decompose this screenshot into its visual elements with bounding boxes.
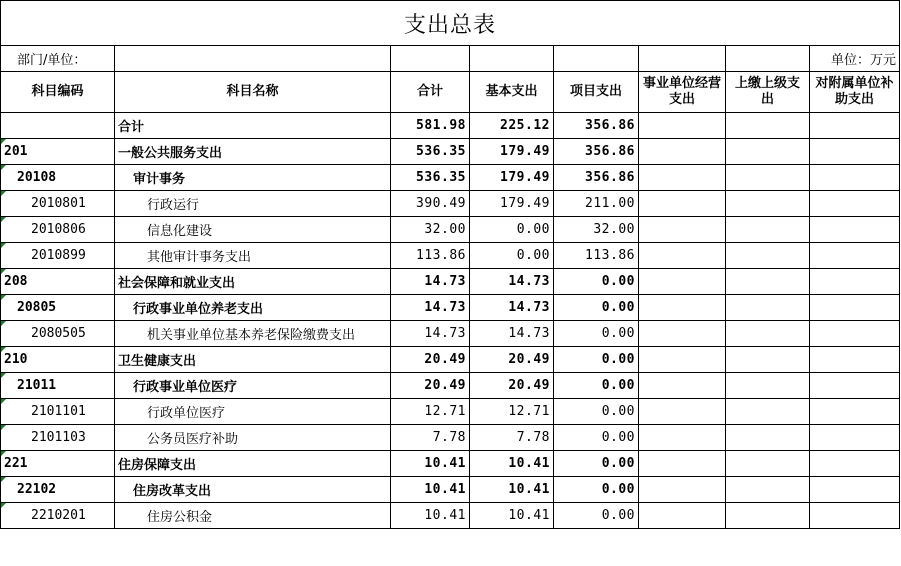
cell-name[interactable]: 其他审计事务支出	[115, 243, 391, 269]
header-code: 科目编码	[1, 72, 115, 113]
cell-name[interactable]: 行政事业单位医疗	[115, 373, 391, 399]
cell-basic[interactable]: 14.73	[470, 269, 554, 295]
cell-basic[interactable]: 12.71	[470, 399, 554, 425]
cell-project[interactable]: 356.86	[554, 165, 639, 191]
cell-business[interactable]	[639, 113, 726, 139]
cell-basic[interactable]: 0.00	[470, 243, 554, 269]
cell-upper[interactable]	[726, 477, 810, 503]
table-row	[1, 477, 900, 503]
cell-total[interactable]: 14.73	[391, 295, 470, 321]
cell-upper[interactable]	[726, 191, 810, 217]
cell-project[interactable]: 0.00	[554, 321, 639, 347]
cell-project[interactable]: 113.86	[554, 243, 639, 269]
cell-code[interactable]: 2010801	[1, 191, 115, 217]
cell-upper[interactable]	[726, 113, 810, 139]
cell-upper[interactable]	[726, 295, 810, 321]
cell-business[interactable]	[639, 503, 726, 529]
cell-basic[interactable]: 14.73	[470, 295, 554, 321]
cell-upper[interactable]	[726, 399, 810, 425]
cell-name[interactable]: 行政运行	[115, 191, 391, 217]
cell-project[interactable]: 0.00	[554, 477, 639, 503]
cell-name[interactable]: 住房保障支出	[115, 451, 391, 477]
cell-total[interactable]: 20.49	[391, 347, 470, 373]
cell-basic[interactable]: 179.49	[470, 139, 554, 165]
cell-business[interactable]	[639, 321, 726, 347]
table-row	[1, 373, 900, 399]
empty-cell[interactable]	[554, 46, 639, 72]
cell-code[interactable]: 22102	[1, 477, 115, 503]
cell-name[interactable]: 住房改革支出	[115, 477, 391, 503]
cell-total[interactable]: 536.35	[391, 165, 470, 191]
cell-code[interactable]: 20805	[1, 295, 115, 321]
table-row	[1, 425, 900, 451]
cell-total[interactable]: 390.49	[391, 191, 470, 217]
cell-business[interactable]	[639, 269, 726, 295]
cell-total[interactable]: 14.73	[391, 269, 470, 295]
cell-project[interactable]: 0.00	[554, 295, 639, 321]
cell-basic[interactable]: 7.78	[470, 425, 554, 451]
cell-project[interactable]: 0.00	[554, 269, 639, 295]
cell-subsidy[interactable]	[810, 243, 900, 269]
table-row	[1, 165, 900, 191]
department-value-cell[interactable]	[115, 46, 391, 72]
cell-total[interactable]: 581.98	[391, 113, 470, 139]
cell-subsidy[interactable]	[810, 477, 900, 503]
cell-subsidy[interactable]	[810, 399, 900, 425]
cell-subsidy[interactable]	[810, 503, 900, 529]
cell-name[interactable]: 审计事务	[115, 165, 391, 191]
table-row	[1, 503, 900, 529]
cell-subsidy[interactable]	[810, 139, 900, 165]
cell-project[interactable]: 356.86	[554, 113, 639, 139]
cell-business[interactable]	[639, 165, 726, 191]
header-project: 项目支出	[554, 72, 639, 113]
cell-name[interactable]: 卫生健康支出	[115, 347, 391, 373]
cell-name[interactable]: 行政单位医疗	[115, 399, 391, 425]
cell-total[interactable]: 14.73	[391, 321, 470, 347]
cell-business[interactable]	[639, 139, 726, 165]
cell-code[interactable]: 2210201	[1, 503, 115, 529]
cell-business[interactable]	[639, 347, 726, 373]
cell-business[interactable]	[639, 191, 726, 217]
cell-project[interactable]: 0.00	[554, 399, 639, 425]
table-row	[1, 347, 900, 373]
table-row	[1, 451, 900, 477]
empty-cell[interactable]	[470, 46, 554, 72]
cell-name[interactable]: 住房公积金	[115, 503, 391, 529]
table-row	[1, 295, 900, 321]
page-title: 支出总表	[1, 1, 900, 46]
cell-upper[interactable]	[726, 321, 810, 347]
cell-upper[interactable]	[726, 503, 810, 529]
cell-name[interactable]: 社会保障和就业支出	[115, 269, 391, 295]
cell-subsidy[interactable]	[810, 113, 900, 139]
cell-subsidy[interactable]	[810, 425, 900, 451]
cell-business[interactable]	[639, 477, 726, 503]
cell-upper[interactable]	[726, 269, 810, 295]
table-row	[1, 191, 900, 217]
cell-upper[interactable]	[726, 425, 810, 451]
header-name: 科目名称	[115, 72, 391, 113]
cell-basic[interactable]: 10.41	[470, 503, 554, 529]
cell-upper[interactable]	[726, 347, 810, 373]
cell-basic[interactable]: 179.49	[470, 191, 554, 217]
cell-subsidy[interactable]	[810, 451, 900, 477]
table-row	[1, 399, 900, 425]
cell-code[interactable]: 208	[1, 269, 115, 295]
cell-code[interactable]: 20108	[1, 165, 115, 191]
cell-business[interactable]	[639, 217, 726, 243]
cell-name[interactable]: 信息化建设	[115, 217, 391, 243]
cell-code[interactable]: 21011	[1, 373, 115, 399]
cell-code[interactable]: 2010899	[1, 243, 115, 269]
table-row	[1, 269, 900, 295]
cell-name[interactable]: 机关事业单位基本养老保险缴费支出	[115, 321, 391, 347]
cell-upper[interactable]	[726, 243, 810, 269]
cell-code[interactable]: 2080505	[1, 321, 115, 347]
table-row	[1, 217, 900, 243]
header-subsidy: 对附属单位补助支出	[810, 72, 900, 113]
cell-total[interactable]: 10.41	[391, 451, 470, 477]
table-row	[1, 113, 900, 139]
cell-business[interactable]	[639, 243, 726, 269]
cell-basic[interactable]: 20.49	[470, 373, 554, 399]
cell-name[interactable]: 合计	[115, 113, 391, 139]
empty-cell[interactable]	[726, 46, 810, 72]
department-label: 部门/单位：	[1, 46, 115, 72]
cell-business[interactable]	[639, 295, 726, 321]
table-row	[1, 243, 900, 269]
cell-basic[interactable]: 20.49	[470, 347, 554, 373]
cell-project[interactable]: 211.00	[554, 191, 639, 217]
cell-total[interactable]: 113.86	[391, 243, 470, 269]
cell-upper[interactable]	[726, 165, 810, 191]
cell-basic[interactable]: 14.73	[470, 321, 554, 347]
header-upper: 上缴上级支出	[726, 72, 810, 113]
cell-total[interactable]: 10.41	[391, 477, 470, 503]
cell-total[interactable]: 536.35	[391, 139, 470, 165]
cell-upper[interactable]	[726, 373, 810, 399]
cell-project[interactable]: 0.00	[554, 451, 639, 477]
cell-project[interactable]: 0.00	[554, 503, 639, 529]
cell-basic[interactable]: 225.12	[470, 113, 554, 139]
table-row	[1, 321, 900, 347]
header-business: 事业单位经营支出	[639, 72, 726, 113]
cell-project[interactable]: 0.00	[554, 425, 639, 451]
cell-total[interactable]: 32.00	[391, 217, 470, 243]
cell-basic[interactable]: 0.00	[470, 217, 554, 243]
cell-code[interactable]: 210	[1, 347, 115, 373]
cell-project[interactable]: 0.00	[554, 347, 639, 373]
cell-total[interactable]: 12.71	[391, 399, 470, 425]
cell-subsidy[interactable]	[810, 165, 900, 191]
cell-code[interactable]: 201	[1, 139, 115, 165]
cell-name[interactable]: 一般公共服务支出	[115, 139, 391, 165]
cell-code[interactable]: 2101103	[1, 425, 115, 451]
cell-subsidy[interactable]	[810, 295, 900, 321]
cell-upper[interactable]	[726, 139, 810, 165]
cell-name[interactable]: 行政事业单位养老支出	[115, 295, 391, 321]
cell-subsidy[interactable]	[810, 191, 900, 217]
cell-subsidy[interactable]	[810, 269, 900, 295]
empty-cell[interactable]	[639, 46, 726, 72]
cell-code[interactable]: 2101101	[1, 399, 115, 425]
cell-business[interactable]	[639, 373, 726, 399]
cell-business[interactable]	[639, 425, 726, 451]
cell-name[interactable]: 公务员医疗补助	[115, 425, 391, 451]
cell-basic[interactable]: 179.49	[470, 165, 554, 191]
cell-code[interactable]: 221	[1, 451, 115, 477]
cell-project[interactable]: 32.00	[554, 217, 639, 243]
cell-subsidy[interactable]	[810, 217, 900, 243]
header-basic: 基本支出	[470, 72, 554, 113]
cell-subsidy[interactable]	[810, 321, 900, 347]
cell-project[interactable]: 0.00	[554, 373, 639, 399]
cell-total[interactable]: 20.49	[391, 373, 470, 399]
empty-cell[interactable]	[391, 46, 470, 72]
cell-total[interactable]: 10.41	[391, 503, 470, 529]
table-row	[1, 139, 900, 165]
cell-project[interactable]: 356.86	[554, 139, 639, 165]
cell-subsidy[interactable]	[810, 347, 900, 373]
cell-business[interactable]	[639, 451, 726, 477]
cell-total[interactable]: 7.78	[391, 425, 470, 451]
cell-basic[interactable]: 10.41	[470, 477, 554, 503]
cell-basic[interactable]: 10.41	[470, 451, 554, 477]
header-total: 合计	[391, 72, 470, 113]
cell-upper[interactable]	[726, 217, 810, 243]
cell-upper[interactable]	[726, 451, 810, 477]
cell-subsidy[interactable]	[810, 373, 900, 399]
cell-code[interactable]	[1, 113, 115, 139]
cell-code[interactable]: 2010806	[1, 217, 115, 243]
cell-business[interactable]	[639, 399, 726, 425]
unit-label: 单位：万元	[810, 46, 900, 72]
